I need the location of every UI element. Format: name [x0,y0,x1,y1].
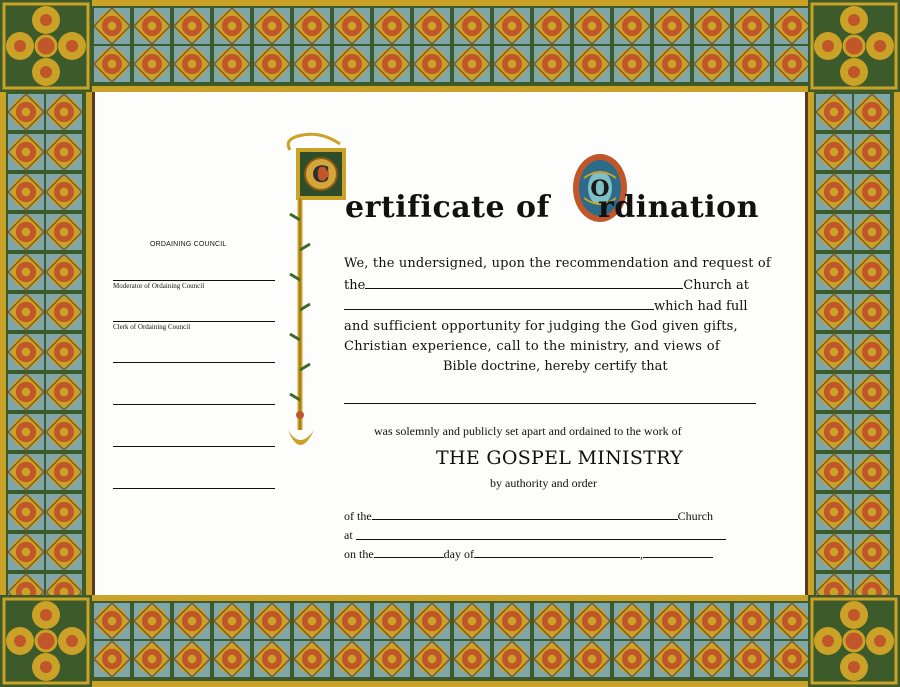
signature-line[interactable] [113,362,275,363]
at-line [344,528,353,543]
body-line-5: Christian experience, call to the ministry, and views of [344,339,720,354]
church-location-field[interactable] [344,298,654,310]
body-line-3 [344,298,748,314]
title-part-1: ertificate of [345,190,550,225]
ordinee-name-field[interactable] [344,392,756,404]
svg-text:C: C [312,162,330,188]
signature-line[interactable] [113,488,275,489]
month-field[interactable] [474,546,640,558]
which-had-full-label: which had full [654,299,748,314]
ornate-border-top [92,0,808,92]
day-of-label: day of [443,547,474,561]
date-line [344,546,713,562]
year-field[interactable] [643,546,713,558]
svg-text:O: O [590,176,610,202]
authorizing-church-field[interactable] [372,508,678,520]
body-line-4: and sufficient opportunity for judging the God given gifts, [344,319,738,334]
of-the-label: of the [344,509,372,523]
on-the-label: on the [344,547,374,561]
body-the-label: the [344,278,366,293]
signature-line[interactable] [113,404,275,405]
ornate-border-bottom [92,595,808,687]
ornate-corner-top-left [0,0,92,92]
body-line-6: Bible doctrine, hereby certify that [443,359,668,374]
body-line-2 [344,277,749,293]
ornate-border-left [0,92,92,595]
day-field[interactable] [374,546,444,558]
signature-line-moderator[interactable] [113,280,275,281]
signature-line-clerk[interactable] [113,321,275,322]
body-line-1: We, the undersigned, upon the recommendation and request of [344,256,771,271]
title-part-2: rdination [597,190,759,225]
location-field[interactable] [356,528,726,540]
signature-line[interactable] [113,446,275,447]
gospel-ministry-heading: THE GOSPEL MINISTRY [436,447,683,469]
ornate-corner-bottom-right [808,595,900,687]
body-line-7: was solemnly and publicly set apart and ordained to the work of [374,424,682,438]
certificate-title [345,190,759,225]
church-label: Church [677,509,713,523]
church-name-field[interactable] [365,277,683,289]
church-at-label: Church at [683,278,749,293]
moderator-label: Moderator of Ordaining Council [113,282,205,290]
ornate-border-right [808,92,900,595]
ordaining-council-heading: ORDAINING COUNCIL [150,241,227,248]
ornate-corner-bottom-left [0,595,92,687]
at-label: at [344,528,353,542]
of-the-line [344,508,713,524]
illuminated-initial-c [280,130,346,460]
ornate-corner-top-right [808,0,900,92]
clerk-label: Clerk of Ordaining Council [113,323,191,331]
date-comma: , [640,547,643,561]
authority-text: by authority and order [490,476,597,490]
